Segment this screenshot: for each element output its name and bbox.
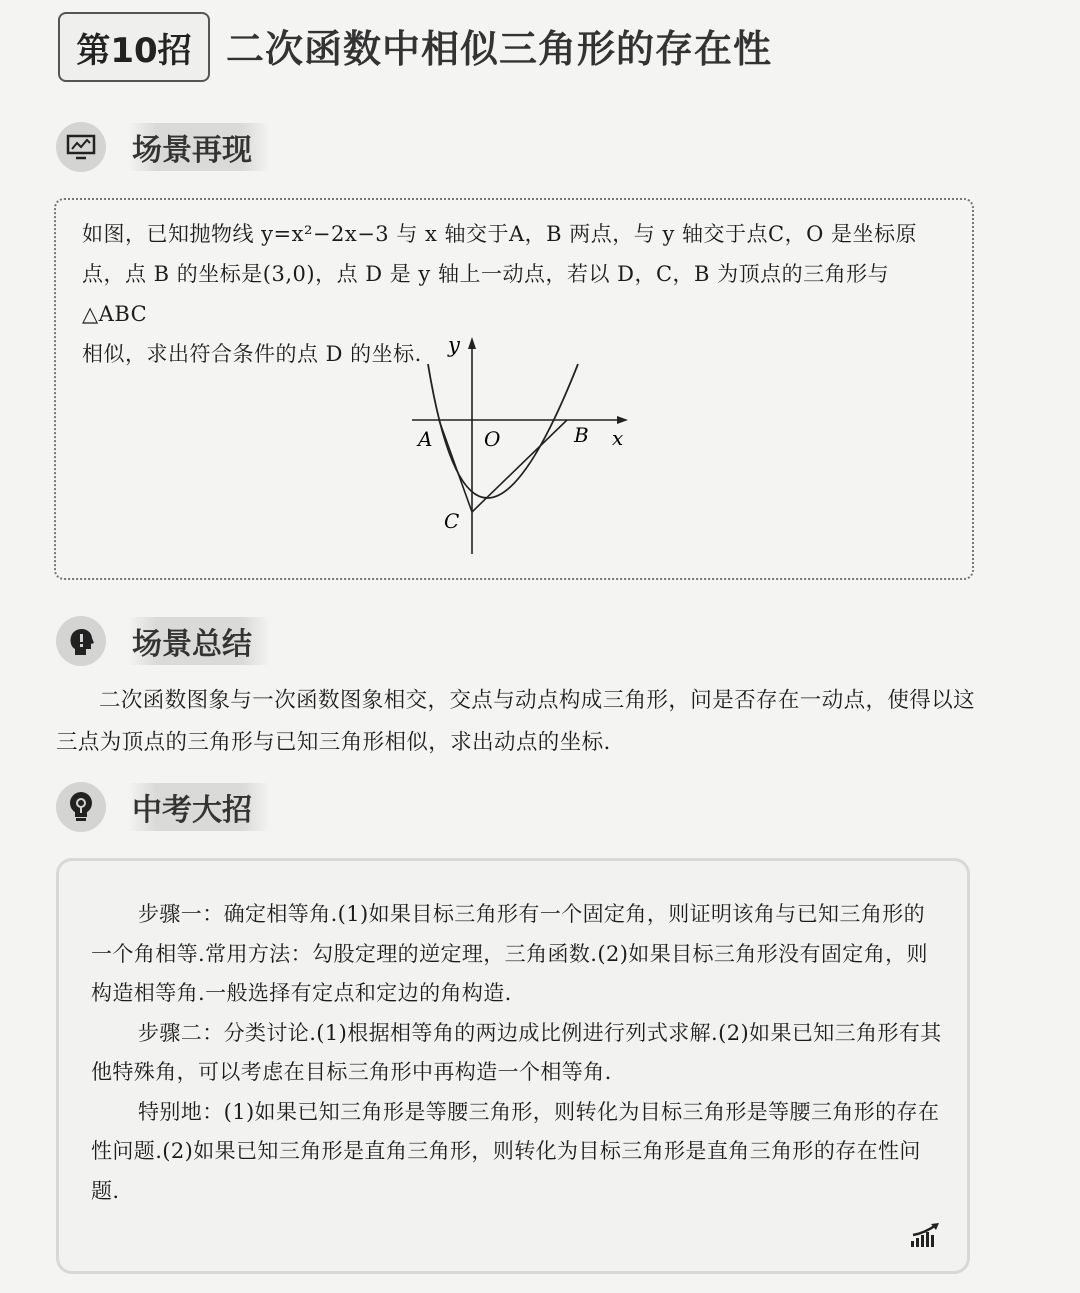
strategy-section-label: 中考大招 xyxy=(128,783,270,831)
point-c-label: C xyxy=(444,509,460,533)
scene-box xyxy=(54,198,974,580)
point-b-label: B xyxy=(574,423,589,447)
summary-section-label: 场景总结 xyxy=(128,617,270,665)
parabola-figure xyxy=(406,332,646,562)
scene-line: 相似，求出符合条件的点 D 的坐标. xyxy=(82,342,422,366)
strategy-paragraph: 步骤二：分类讨论.(1)根据相等角的两边成比例进行列式求解.(2)如果已知三角形有其他特殊角，可以考虑在目标三角形中再构造一个相等角. xyxy=(91,1020,942,1084)
strategy-paragraph: 步骤一：确定相等角.(1)如果目标三角形有一个固定角，则证明该角与已知三角形的一个角相等.常用方法：勾股定理的逆定理，三角函数.(2)如果目标三角形没有固定角，则构造相等角.一般选择有定点和定边的角构造. xyxy=(91,902,928,1005)
strategy-paragraph: 特别地：(1)如果已知三角形是等腰三角形，则转化为目标三角形是等腰三角形的存在性问题.(2)如果已知三角形是直角三角形，则转化为目标三角形是直角三角形的存在性问题. xyxy=(91,1099,940,1203)
summary-text: 二次函数图象与一次函数图象相交，交点与动点构成三角形，问是否存在一动点，使得以这三点为顶点的三角形与已知三角形相似，求出动点的坐标. xyxy=(56,688,976,755)
x-axis-label: x xyxy=(612,426,624,450)
strategy-text xyxy=(91,895,943,1211)
strategy-box xyxy=(56,858,970,1274)
y-axis-arrow xyxy=(468,337,476,349)
growth-chart-icon xyxy=(909,1221,941,1249)
scene-line: 点，点 B 的坐标是(3,0)，点 D 是 y 轴上一动点，若以 D，C，B 为顶点的三角形与△ABC xyxy=(82,262,890,326)
origin-label: O xyxy=(484,427,501,451)
lightbulb-icon xyxy=(56,782,106,832)
point-a-label: A xyxy=(418,427,433,451)
scene-line: 如图，已知抛物线 y=x²−2x−3 与 x 轴交于A，B 两点，与 y 轴交于点C，O 是坐标原 xyxy=(82,222,917,246)
x-axis-arrow xyxy=(617,416,628,424)
chapter-badge: 第10招 xyxy=(58,12,210,82)
scene-section-label: 场景再现 xyxy=(128,123,270,171)
strategy-section-header xyxy=(56,780,270,834)
page-title: 二次函数中相似三角形的存在性 xyxy=(226,27,773,71)
y-axis-label: y xyxy=(448,333,460,357)
scene-section-header xyxy=(56,120,270,174)
monitor-chart-icon xyxy=(56,122,106,172)
head-idea-icon xyxy=(56,616,106,666)
summary-section-header xyxy=(56,614,270,668)
segment-ac xyxy=(439,420,472,512)
